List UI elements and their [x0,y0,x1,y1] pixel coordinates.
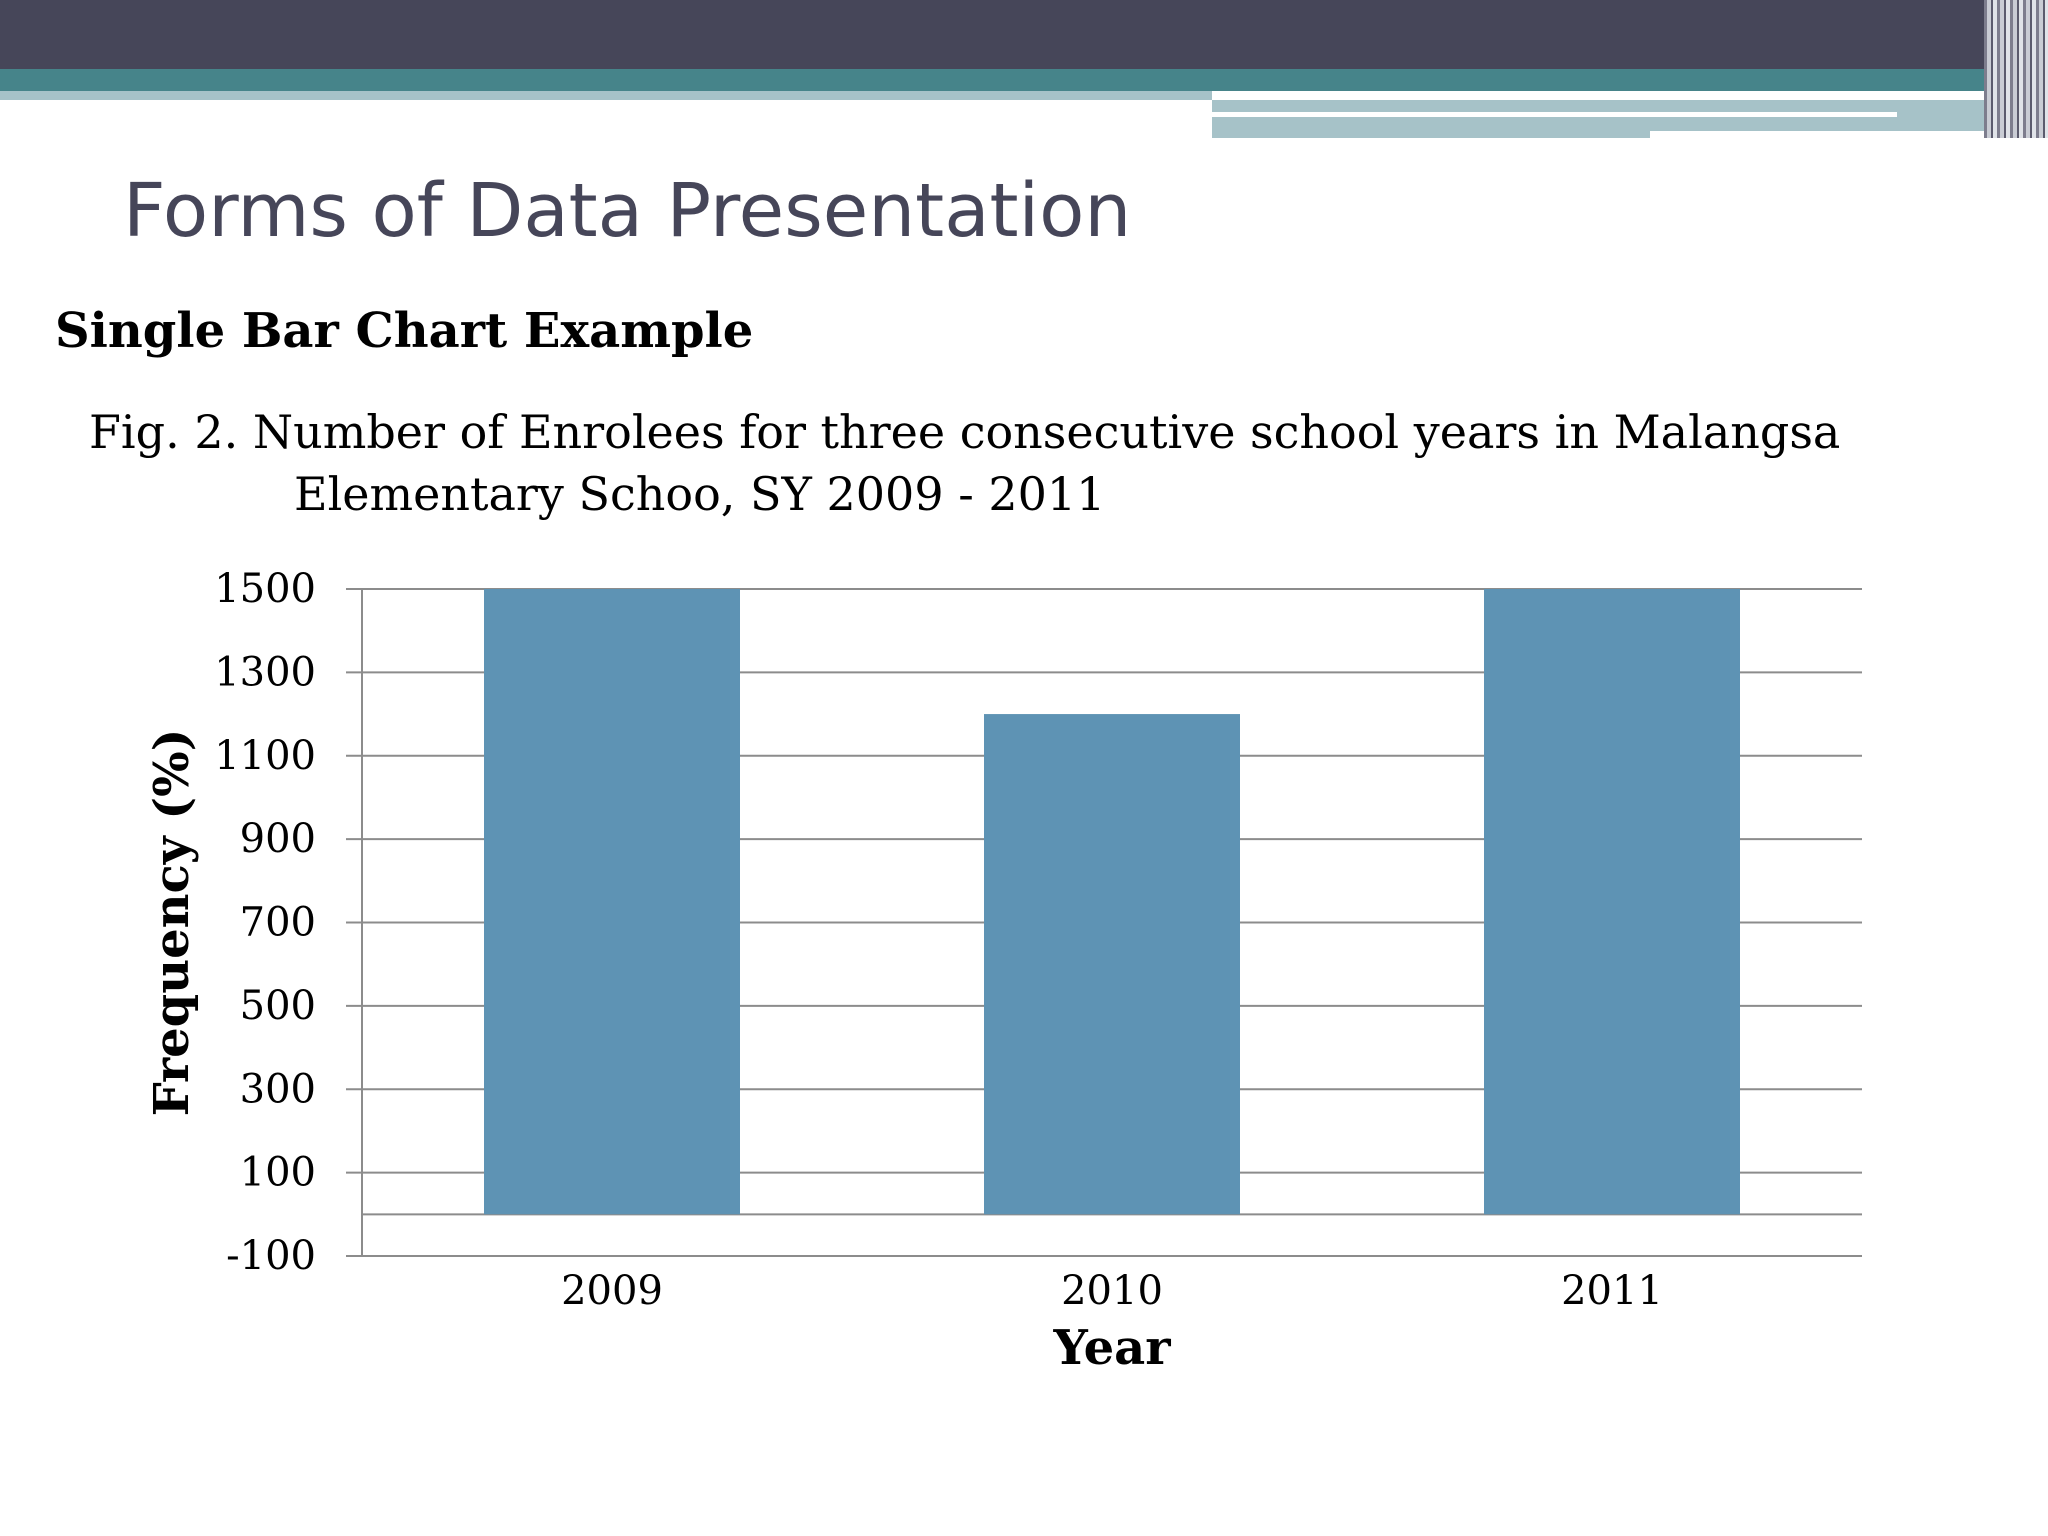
chart-x-tick-labels [561,1268,1663,1314]
slide-title: Forms of Data Presentation [123,168,1132,254]
y-tick-label: 900 [239,816,316,863]
y-tick-label: 1500 [214,566,316,612]
y-axis-title: Frequency (%) [144,728,200,1117]
x-tick-label: 2010 [1061,1268,1163,1314]
figure-caption-line-1: Fig. 2. Number of Enrolees for three consecutive school years in Malangsa [89,405,1841,459]
slide-subtitle: Single Bar Chart Example [55,303,754,359]
y-tick-label: 100 [239,1149,316,1196]
bar-2011 [1484,589,1740,1214]
chart-bars [484,589,1740,1214]
bar-2010 [984,714,1240,1214]
y-tick-label: 300 [239,1066,316,1113]
x-tick-label: 2009 [561,1268,663,1314]
y-tick-label: 700 [239,899,316,946]
y-tick-label: 1300 [214,649,316,696]
y-tick-label: 1100 [214,732,316,779]
bar-2009 [484,589,740,1214]
y-tick-label: -100 [226,1233,316,1279]
y-tick-label: 500 [239,982,316,1029]
x-axis-title: Year [1053,1320,1171,1376]
chart-y-tick-labels [214,566,316,1279]
figure-caption-line-2: Elementary Schoo, SY 2009 - 2011 [294,467,1106,521]
x-tick-label: 2011 [1561,1268,1663,1314]
